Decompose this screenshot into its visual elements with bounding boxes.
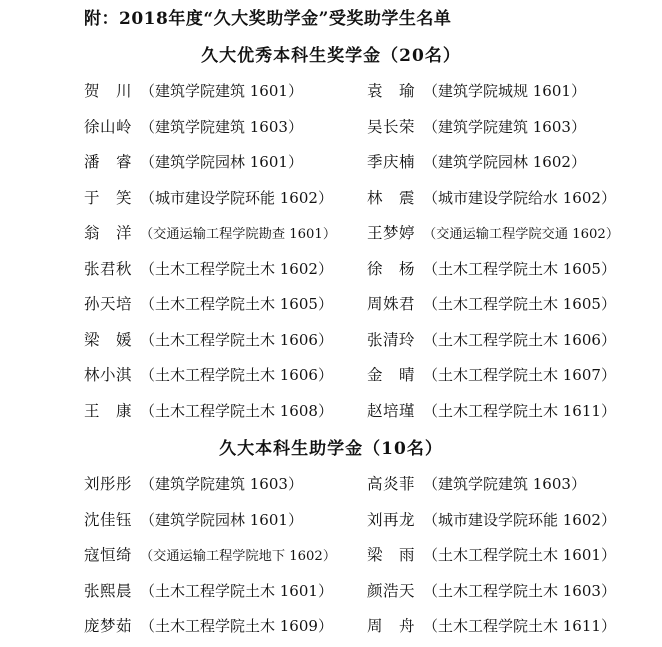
student-entry (84, 116, 303, 138)
student-college: （建筑学院园林 1601） (140, 510, 303, 529)
student-college: （建筑学院园林 1602） (423, 153, 586, 171)
student-entry (367, 509, 616, 531)
student-entry (367, 293, 616, 315)
student-name: 周姝君 (367, 295, 416, 313)
student-name: 周 舟 (367, 617, 416, 635)
student-college: （建筑学院建筑 1603） (423, 475, 586, 493)
student-name: 徐山岭 (84, 117, 133, 136)
student-college: （土木工程学院土木 1602） (140, 259, 333, 278)
list-row (0, 469, 662, 505)
student-name: 刘再龙 (367, 510, 416, 529)
student-entry (367, 187, 616, 209)
student-entry (367, 400, 616, 422)
list-row (0, 611, 662, 647)
student-entry (84, 187, 333, 209)
student-entry (367, 364, 616, 386)
student-college: （建筑学院建筑 1601） (140, 82, 303, 100)
student-name: 孙天培 (84, 295, 133, 313)
student-college: （土木工程学院土木 1603） (423, 581, 616, 600)
student-name: 沈佳钰 (84, 510, 133, 529)
student-name: 林小淇 (84, 366, 133, 384)
student-college: （土木工程学院土木 1606） (423, 330, 616, 349)
student-college: （城市建设学院给水 1602） (423, 188, 616, 207)
list-row (0, 183, 662, 219)
student-college: （建筑学院建筑 1603） (140, 475, 303, 493)
student-entry (367, 222, 619, 246)
student-name: 金 晴 (367, 366, 416, 384)
student-college: （交通运输工程学院地下 1602） (140, 549, 337, 564)
student-entry (84, 615, 333, 637)
student-entry (367, 329, 616, 351)
list-row (0, 76, 662, 112)
student-entry (84, 293, 333, 315)
list-row (0, 147, 662, 183)
student-name: 王梦婷 (367, 224, 416, 242)
student-entry (84, 580, 333, 602)
student-name: 高炎菲 (367, 475, 416, 493)
list-row (0, 112, 662, 148)
list-row (0, 325, 662, 361)
student-college: （土木工程学院土木 1611） (423, 617, 616, 635)
student-entry (84, 400, 333, 422)
student-name: 贺 川 (84, 82, 133, 100)
student-entry (84, 364, 333, 386)
student-college: （土木工程学院土木 1608） (140, 401, 333, 420)
student-name: 于 笑 (84, 188, 133, 207)
student-college: （建筑学院园林 1601） (140, 153, 303, 171)
grant-list (0, 469, 662, 647)
student-name: 袁 瑜 (367, 82, 416, 100)
student-name: 王 康 (84, 401, 133, 420)
student-college: （城市建设学院环能 1602） (140, 188, 333, 207)
student-entry (367, 544, 616, 566)
student-college: （土木工程学院土木 1601） (423, 546, 616, 564)
student-college: （土木工程学院土木 1601） (140, 581, 333, 600)
student-name: 庞梦茹 (84, 617, 133, 635)
student-name: 梁 雨 (367, 546, 416, 564)
student-entry (84, 329, 333, 351)
student-entry (367, 151, 586, 173)
student-entry (367, 615, 616, 637)
student-name: 季庆楠 (367, 153, 416, 171)
student-college: （交通运输工程学院勘查 1601） (140, 227, 337, 242)
student-name: 张君秋 (84, 259, 133, 278)
student-entry (84, 151, 303, 173)
student-entry (84, 544, 336, 568)
student-college: （土木工程学院土木 1607） (423, 366, 616, 384)
student-college: （土木工程学院土木 1605） (423, 259, 616, 278)
student-name: 张清玲 (367, 330, 416, 349)
student-name: 徐 杨 (367, 259, 416, 278)
list-row (0, 289, 662, 325)
student-college: （土木工程学院土木 1606） (140, 366, 333, 384)
student-name: 寇恒绮 (84, 546, 133, 564)
student-entry (84, 80, 303, 102)
student-entry (84, 258, 333, 280)
student-name: 刘彤彤 (84, 475, 133, 493)
student-name: 翁 洋 (84, 224, 133, 242)
student-college: （建筑学院城规 1601） (423, 82, 586, 100)
student-college: （建筑学院建筑 1603） (423, 117, 586, 136)
list-row (0, 505, 662, 541)
student-college: （土木工程学院土木 1605） (423, 295, 616, 313)
student-name: 颜浩天 (367, 581, 416, 600)
list-row (0, 576, 662, 612)
student-college: （建筑学院建筑 1603） (140, 117, 303, 136)
student-college: （土木工程学院土木 1606） (140, 330, 333, 349)
scholarship-list (0, 76, 662, 431)
list-row (0, 540, 662, 576)
student-entry (367, 116, 586, 138)
student-entry (367, 580, 616, 602)
section-title-scholarship: 久大优秀本科生奖学金（20名） (201, 46, 461, 66)
student-entry (367, 80, 586, 102)
list-row (0, 396, 662, 432)
document-title: 附：2018年度“久大奖助学金”受奖助学生名单 (84, 9, 452, 29)
list-row (0, 254, 662, 290)
student-college: （城市建设学院环能 1602） (423, 510, 616, 529)
student-college: （土木工程学院土木 1609） (140, 617, 333, 635)
student-college: （土木工程学院土木 1611） (423, 401, 616, 420)
student-name: 吴长荣 (367, 117, 416, 136)
student-entry (84, 509, 303, 531)
student-name: 赵培瑾 (367, 401, 416, 420)
student-entry (84, 222, 336, 246)
list-row (0, 218, 662, 254)
student-entry (367, 473, 586, 495)
student-name: 林 震 (367, 188, 416, 207)
student-college: （交通运输工程学院交通 1602） (423, 227, 620, 242)
section-title-grant: 久大本科生助学金（10名） (219, 439, 443, 459)
student-name: 张熙晨 (84, 581, 133, 600)
student-entry (84, 473, 303, 495)
student-college: （土木工程学院土木 1605） (140, 295, 333, 313)
student-name: 潘 睿 (84, 153, 133, 171)
student-name: 梁 媛 (84, 330, 133, 349)
list-row (0, 360, 662, 396)
student-entry (367, 258, 616, 280)
